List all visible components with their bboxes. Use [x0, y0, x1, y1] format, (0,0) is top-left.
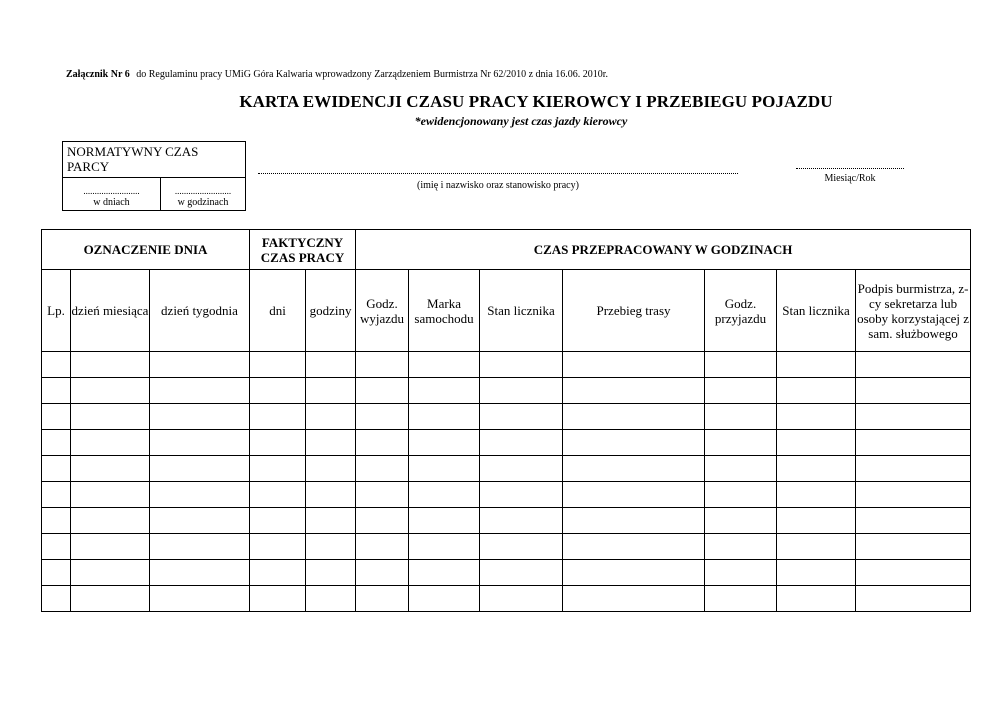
- table-cell[interactable]: [777, 430, 856, 456]
- table-cell[interactable]: [856, 508, 971, 534]
- table-row: [42, 456, 971, 482]
- table-cell[interactable]: [705, 378, 777, 404]
- table-cell[interactable]: [705, 508, 777, 534]
- table-cell[interactable]: [356, 378, 409, 404]
- table-cell[interactable]: [306, 534, 356, 560]
- group-day-designation: OZNACZENIE DNIA: [42, 230, 250, 270]
- group-actual-work-time: FAKTYCZNY CZAS PRACY: [250, 230, 356, 270]
- annex-text: do Regulaminu pracy UMiG Góra Kalwaria wprowadzony Zarządzeniem Burmistrza Nr 62/2010 z dnia 16.06. 2010r.: [136, 69, 609, 80]
- table-cell[interactable]: [42, 560, 71, 586]
- table-cell[interactable]: [705, 456, 777, 482]
- table-cell[interactable]: [71, 534, 150, 560]
- table-cell[interactable]: [250, 586, 306, 612]
- table-cell[interactable]: [409, 534, 480, 560]
- table-cell[interactable]: [563, 560, 705, 586]
- table-cell[interactable]: [356, 456, 409, 482]
- table-cell[interactable]: [480, 482, 563, 508]
- table-cell[interactable]: [480, 352, 563, 378]
- table-cell[interactable]: [705, 352, 777, 378]
- table-cell[interactable]: [480, 586, 563, 612]
- col-day-of-week: dzień tygodnia: [150, 270, 250, 352]
- table-cell[interactable]: [409, 378, 480, 404]
- table-cell[interactable]: [150, 352, 250, 378]
- col-day-of-month: dzień miesiąca: [71, 270, 150, 352]
- table-cell[interactable]: [150, 482, 250, 508]
- table-cell[interactable]: [306, 482, 356, 508]
- table-cell[interactable]: [563, 534, 705, 560]
- table-cell[interactable]: [42, 352, 71, 378]
- table-cell[interactable]: [777, 456, 856, 482]
- table-cell[interactable]: [356, 534, 409, 560]
- table-cell[interactable]: [356, 430, 409, 456]
- table-cell[interactable]: [705, 560, 777, 586]
- table-cell[interactable]: [250, 430, 306, 456]
- table-cell[interactable]: [856, 560, 971, 586]
- days-dots: .........................: [83, 187, 140, 195]
- col-days: dni: [250, 270, 306, 352]
- table-cell[interactable]: [480, 378, 563, 404]
- table-cell[interactable]: [409, 456, 480, 482]
- table-cell[interactable]: [250, 560, 306, 586]
- table-cell[interactable]: [856, 482, 971, 508]
- annex-label: Załącznik Nr 6: [66, 69, 130, 80]
- table-cell[interactable]: [705, 534, 777, 560]
- name-field-label: (imię i nazwisko oraz stanowisko pracy): [417, 180, 579, 191]
- table-cell[interactable]: [856, 534, 971, 560]
- table-cell[interactable]: [306, 508, 356, 534]
- table-cell[interactable]: [777, 404, 856, 430]
- table-cell[interactable]: [150, 534, 250, 560]
- table-cell[interactable]: [356, 586, 409, 612]
- table-row: [42, 560, 971, 586]
- table-cell[interactable]: [563, 430, 705, 456]
- table-cell[interactable]: [705, 586, 777, 612]
- table-cell[interactable]: [705, 482, 777, 508]
- table-cell[interactable]: [42, 378, 71, 404]
- table-cell[interactable]: [480, 508, 563, 534]
- table-cell[interactable]: [409, 586, 480, 612]
- annex-note: [66, 69, 608, 80]
- table-cell[interactable]: [356, 560, 409, 586]
- table-cell[interactable]: [71, 508, 150, 534]
- table-cell[interactable]: [777, 560, 856, 586]
- table-cell[interactable]: [356, 508, 409, 534]
- table-cell[interactable]: [856, 430, 971, 456]
- hours-field[interactable]: [161, 178, 245, 211]
- table-cell[interactable]: [250, 352, 306, 378]
- table-cell[interactable]: [71, 560, 150, 586]
- table-row: [42, 482, 971, 508]
- table-cell[interactable]: [480, 534, 563, 560]
- table-row: [42, 586, 971, 612]
- table-cell[interactable]: [250, 482, 306, 508]
- normative-time-title: NORMATYWNY CZAS PARCY: [67, 144, 199, 174]
- table-cell[interactable]: [356, 482, 409, 508]
- table-cell[interactable]: [150, 586, 250, 612]
- col-meter-end: Stan licznika: [777, 270, 856, 352]
- table-cell[interactable]: [306, 430, 356, 456]
- table-row: [42, 534, 971, 560]
- table-cell[interactable]: [71, 404, 150, 430]
- table-cell[interactable]: [306, 456, 356, 482]
- group-worked-hours: CZAS PRZEPRACOWANY W GODZINACH: [356, 230, 971, 270]
- table-cell[interactable]: [777, 378, 856, 404]
- page-title: KARTA EWIDENCJI CZASU PRACY KIEROWCY I PRZEBIEGU POJAZDU: [239, 92, 833, 111]
- month-year-field[interactable]: [796, 160, 904, 169]
- table-cell[interactable]: [150, 378, 250, 404]
- table-row: [42, 430, 971, 456]
- hours-label: w godzinach: [177, 197, 229, 208]
- table-cell[interactable]: [42, 586, 71, 612]
- col-meter-start: Stan licznika: [480, 270, 563, 352]
- table-cell[interactable]: [150, 456, 250, 482]
- table-cell[interactable]: [356, 352, 409, 378]
- table-cell[interactable]: [856, 378, 971, 404]
- table-cell[interactable]: [856, 456, 971, 482]
- table-cell[interactable]: [480, 560, 563, 586]
- table-cell[interactable]: [777, 534, 856, 560]
- table-cell[interactable]: [480, 456, 563, 482]
- table-cell[interactable]: [306, 352, 356, 378]
- col-arrival: Godz. przyjazdu: [705, 270, 777, 352]
- table-cell[interactable]: [563, 404, 705, 430]
- table-cell[interactable]: [71, 430, 150, 456]
- table-cell[interactable]: [250, 456, 306, 482]
- table-cell[interactable]: [563, 508, 705, 534]
- table-cell[interactable]: [777, 508, 856, 534]
- table-cell[interactable]: [306, 404, 356, 430]
- table-cell[interactable]: [71, 482, 150, 508]
- table-cell[interactable]: [705, 430, 777, 456]
- hours-dots: .........................: [174, 187, 232, 195]
- table-cell[interactable]: [150, 404, 250, 430]
- table-cell[interactable]: [306, 378, 356, 404]
- table-row: [42, 352, 971, 378]
- table-cell[interactable]: [71, 352, 150, 378]
- table-cell[interactable]: [150, 560, 250, 586]
- table-cell[interactable]: [563, 586, 705, 612]
- col-signature: Podpis burmistrza, z-cy sekretarza lub osoby korzystającej z sam. służbowego: [856, 270, 971, 352]
- table-cell[interactable]: [42, 430, 71, 456]
- table-cell[interactable]: [42, 508, 71, 534]
- table-cell[interactable]: [306, 560, 356, 586]
- table-row: [42, 508, 971, 534]
- table-cell[interactable]: [777, 482, 856, 508]
- table-cell[interactable]: [409, 430, 480, 456]
- table-cell[interactable]: [480, 404, 563, 430]
- table-cell[interactable]: [777, 352, 856, 378]
- table-cell[interactable]: [250, 508, 306, 534]
- table-cell[interactable]: [42, 482, 71, 508]
- table-cell[interactable]: [42, 404, 71, 430]
- table-cell[interactable]: [71, 586, 150, 612]
- col-departure: Godz. wyjazdu: [356, 270, 409, 352]
- table-cell[interactable]: [409, 352, 480, 378]
- table-cell[interactable]: [563, 352, 705, 378]
- table-cell[interactable]: [563, 482, 705, 508]
- table-cell[interactable]: [563, 456, 705, 482]
- time-record-table: [41, 229, 971, 612]
- table-cell[interactable]: [250, 404, 306, 430]
- table-cell[interactable]: [71, 456, 150, 482]
- table-row: [42, 404, 971, 430]
- table-cell[interactable]: [150, 430, 250, 456]
- table-cell[interactable]: [306, 586, 356, 612]
- col-route: Przebieg trasy: [563, 270, 705, 352]
- normative-time-box: [62, 141, 246, 211]
- table-body: [42, 352, 971, 612]
- table-cell[interactable]: [777, 586, 856, 612]
- table-row: [42, 378, 971, 404]
- table-cell[interactable]: [150, 508, 250, 534]
- table-cell[interactable]: [409, 404, 480, 430]
- table-cell[interactable]: [409, 560, 480, 586]
- table-cell[interactable]: [705, 404, 777, 430]
- days-label: w dniach: [93, 197, 130, 208]
- table-cell[interactable]: [563, 378, 705, 404]
- table-cell[interactable]: [356, 404, 409, 430]
- table-cell[interactable]: [409, 482, 480, 508]
- col-lp: Lp.: [42, 270, 71, 352]
- col-hours: godziny: [306, 270, 356, 352]
- month-year-label: Miesiąc/Rok: [824, 173, 876, 184]
- table-cell[interactable]: [42, 456, 71, 482]
- table-cell[interactable]: [250, 378, 306, 404]
- table-cell[interactable]: [71, 378, 150, 404]
- page-subtitle: *ewidencjonowany jest czas jazdy kierowcy: [414, 114, 628, 128]
- table-cell[interactable]: [856, 404, 971, 430]
- table-cell[interactable]: [480, 430, 563, 456]
- table-cell[interactable]: [250, 534, 306, 560]
- table-cell[interactable]: [856, 586, 971, 612]
- col-vehicle: Marka samochodu: [409, 270, 480, 352]
- table-cell[interactable]: [42, 534, 71, 560]
- normative-time-fields: [63, 177, 245, 211]
- name-field[interactable]: [258, 165, 738, 174]
- table-cell[interactable]: [856, 352, 971, 378]
- table-cell[interactable]: [409, 508, 480, 534]
- days-field[interactable]: [63, 178, 161, 211]
